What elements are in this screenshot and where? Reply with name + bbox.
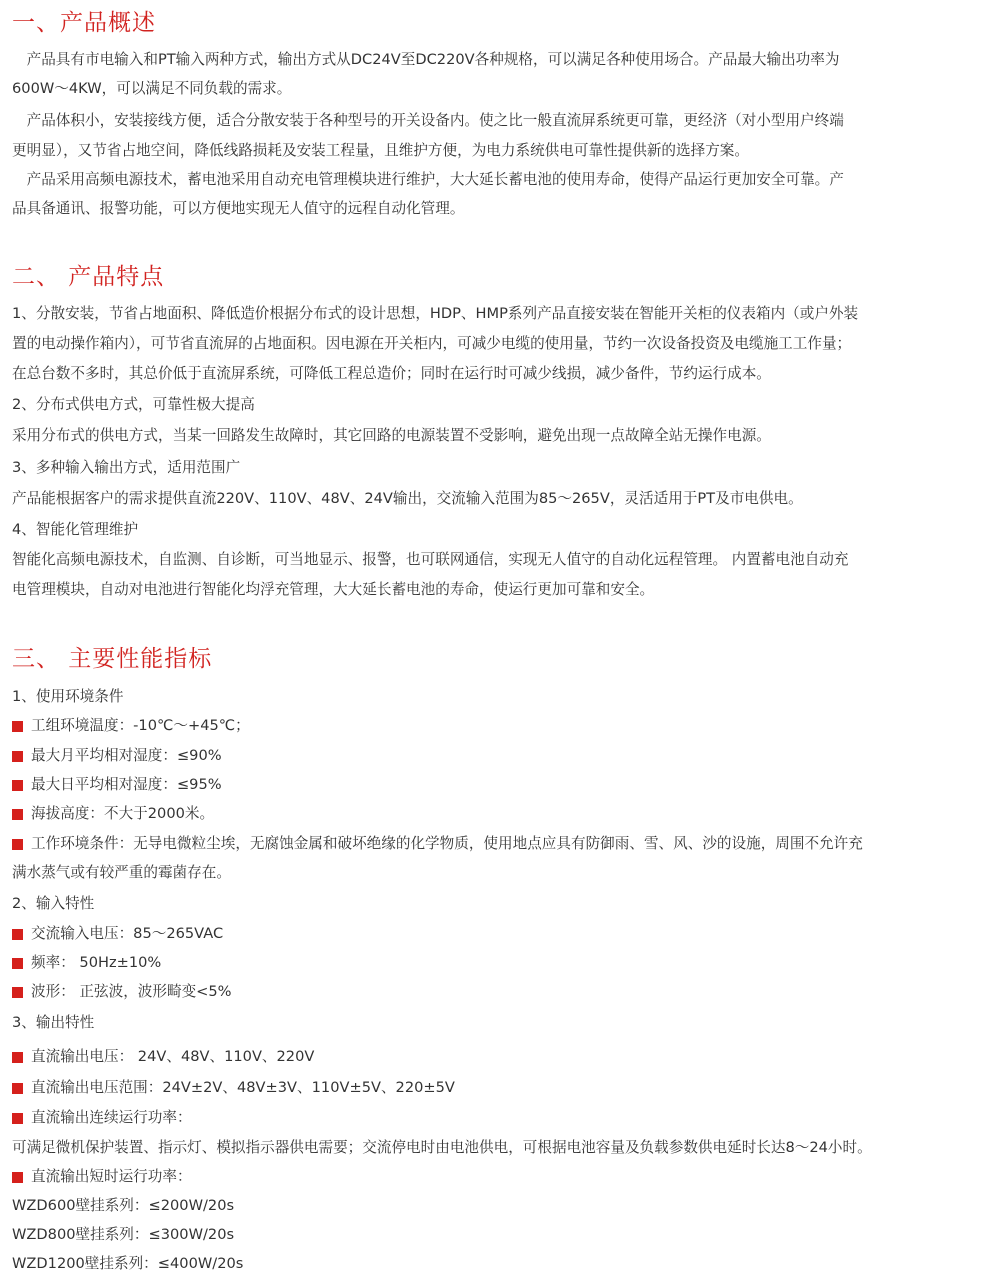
spec-item-text: 海拔高度：不大于2000米。 (31, 805, 215, 822)
features-subtitle: 4、智能化管理维护 (12, 521, 139, 538)
spec-item-text: 直流输出连续运行功率： (31, 1109, 192, 1126)
spec-item-text: 工作环境条件：无导电微粒尘埃，无腐蚀金属和破坏绝缘的化学物质，使用地点应具有防御雨、雪、风、沙的设施，周围不允许充 (31, 835, 863, 852)
spec-item-text: 最大月平均相对湿度：≤90% (31, 747, 222, 764)
spec-model-line: WZD1200壁挂系列：≤400W/20s (12, 1255, 244, 1272)
spec-item (12, 834, 1000, 854)
red-square-bullet-icon (12, 839, 23, 850)
overview-line: 品具备通讯、报警功能，可以方便地实现无人值守的远程自动化管理。 (12, 200, 465, 217)
spec-item-text: 工组环境温度：-10℃～+45℃； (31, 717, 250, 734)
red-square-bullet-icon (12, 721, 23, 732)
red-square-bullet-icon (12, 1113, 23, 1124)
spec-item (12, 982, 1000, 1002)
red-square-bullet-icon (12, 1172, 23, 1183)
features-line: 智能化高频电源技术，自监测、自诊断，可当地显示、报警，也可联网通信，实现无人值守的自动化远程管理。 内置蓄电池自动充 (12, 551, 849, 568)
overview-line: 产品具有市电输入和PT输入两种方式，输出方式从DC24V至DC220V各种规格，可以满足各种使用场合。产品最大输出功率为 (12, 51, 840, 68)
spec-item (12, 775, 1000, 795)
features-line: 采用分布式的供电方式，当某一回路发生故障时，其它回路的电源装置不受影响，避免出现一点故障全站无操作电源。 (12, 427, 771, 444)
spec-item (12, 953, 1000, 973)
red-square-bullet-icon (12, 1083, 23, 1094)
spec-item-text: 直流输出电压： 24V、48V、110V、220V (31, 1048, 315, 1065)
spec-item (12, 1108, 1000, 1128)
spec-item-text: 波形： 正弦波，波形畸变<5% (31, 983, 232, 1000)
spec-item (12, 1047, 1000, 1067)
spec-item-continuation: 满水蒸气或有较严重的霉菌存在。 (12, 864, 231, 881)
spec-item (12, 716, 1000, 736)
spec-item (12, 1078, 1000, 1098)
overview-line: 产品体积小，安装接线方便，适合分散安装于各种型号的开关设备内。使之比一般直流屏系统更可靠，更经济（对小型用户终端 (12, 112, 844, 129)
red-square-bullet-icon (12, 809, 23, 820)
spec-item (12, 924, 1000, 944)
features-line: 1、分散安装，节省占地面积、降低造价根据分布式的设计思想，HDP、HMP系列产品直接安装在智能开关柜的仪表箱内（或户外装 (12, 305, 859, 322)
section-heading-features: 二、 产品特点 (12, 264, 165, 290)
spec-item (12, 1167, 1000, 1187)
features-subtitle: 3、多种输入输出方式，适用范围广 (12, 459, 241, 476)
overview-line: 更明显），又节省占地空间，降低线路损耗及安装工程量，且维护方便，为电力系统供电可靠性提供新的选择方案。 (12, 142, 749, 159)
features-line: 在总台数不多时，其总价低于直流屏系统，可降低工程总造价；同时在运行时可减少线损，减少备件，节约运行成本。 (12, 365, 771, 382)
spec-item-text: 直流输出短时运行功率： (31, 1168, 192, 1185)
specs-subtitle: 3、输出特性 (12, 1014, 95, 1031)
spec-item-text: 最大日平均相对湿度：≤95% (31, 776, 222, 793)
specs-subtitle: 2、输入特性 (12, 895, 95, 912)
features-line: 电管理模块，自动对电池进行智能化均浮充管理，大大延长蓄电池的寿命，使运行更加可靠和安全。 (12, 581, 655, 598)
red-square-bullet-icon (12, 987, 23, 998)
red-square-bullet-icon (12, 929, 23, 940)
section-heading-overview: 一、产品概述 (12, 10, 156, 36)
spec-item-text: 频率： 50Hz±10% (31, 954, 162, 971)
features-line: 置的电动操作箱内），可节省直流屏的占地面积。因电源在开关柜内，可减少电缆的使用量，节约一次设备投资及电缆施工工作量； (12, 335, 852, 352)
spec-item-text: 直流输出电压范围：24V±2V、48V±3V、110V±5V、220±5V (31, 1079, 455, 1096)
spec-description: 可满足微机保护装置、指示灯、模拟指示器供电需要；交流停电时由电池供电，可根据电池容量及负载参数供电延时长达8～24小时。 (12, 1139, 872, 1156)
overview-line: 600W～4KW，可以满足不同负载的需求。 (12, 80, 292, 97)
specs-subtitle: 1、使用环境条件 (12, 688, 124, 705)
red-square-bullet-icon (12, 780, 23, 791)
spec-item (12, 746, 1000, 766)
features-line: 产品能根据客户的需求提供直流220V、110V、48V、24V输出，交流输入范围为85～265V，灵活适用于PT及市电供电。 (12, 490, 803, 507)
red-square-bullet-icon (12, 1052, 23, 1063)
spec-model-line: WZD600壁挂系列：≤200W/20s (12, 1197, 235, 1214)
features-subtitle: 2、分布式供电方式，可靠性极大提高 (12, 396, 255, 413)
section-heading-specs: 三、 主要性能指标 (12, 646, 213, 672)
red-square-bullet-icon (12, 958, 23, 969)
red-square-bullet-icon (12, 751, 23, 762)
spec-model-line: WZD800壁挂系列：≤300W/20s (12, 1226, 235, 1243)
overview-line: 产品采用高频电源技术，蓄电池采用自动充电管理模块进行维护，大大延长蓄电池的使用寿命，使得产品运行更加安全可靠。产 (12, 171, 844, 188)
spec-item (12, 804, 1000, 824)
spec-item-text: 交流输入电压：85～265VAC (31, 925, 224, 942)
